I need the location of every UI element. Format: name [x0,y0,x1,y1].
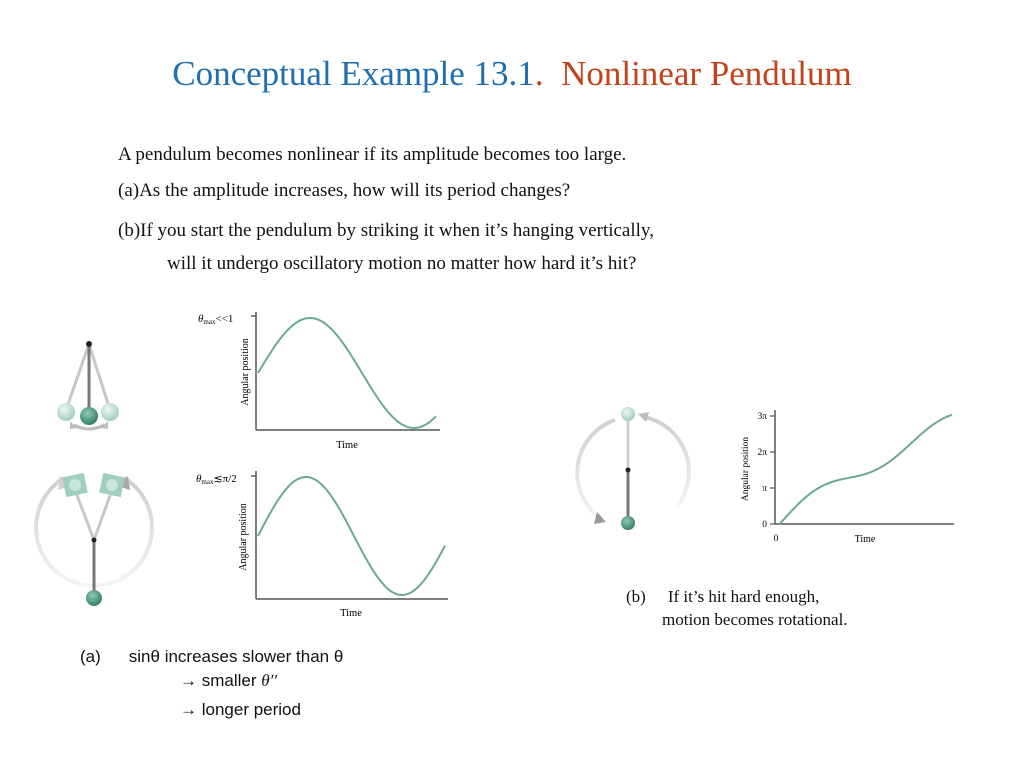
graph3-tick-2pi: 2π [757,448,767,458]
caption-a-line2 [180,670,277,692]
graph2-theta-label: θmax≲π/2 [196,473,237,486]
caption-a-text2: smaller [201,671,257,690]
title-period: . [534,54,544,93]
caption-a-label: (a) [80,647,101,666]
caption-a-text1: sinθ increases slower than θ [128,647,344,666]
rotational-graph [741,410,954,545]
question-a: (a)As the amplitude increases, how will its period changes? [118,180,571,201]
theta-double-prime: θ′′ [261,671,278,690]
graph2-y-axis-label: Angular position [238,503,249,571]
title-example-number: Conceptual Example 13.1 [172,54,535,93]
caption-b-label: (b) [626,587,646,606]
intro-paragraph: A pendulum becomes nonlinear if its amplitude becomes too large. [118,144,627,165]
graph3-tick-0: 0 [762,520,767,530]
graph1-x-axis-label: Time [336,440,358,451]
question-b-line1: (b)If you start the pendulum by striking it when it’s hanging vertically, [118,220,654,241]
caption-a-line3 [180,699,301,721]
arrow-right-icon: → [180,700,197,719]
graph3-y-axis-label: Angular position [741,436,751,502]
rotational-pendulum-icon [577,407,689,530]
caption-b-line1 [626,585,819,608]
graph1-y-axis-label: Angular position [240,338,251,406]
graph2-curve [258,477,445,595]
caption-a-text3: longer period [201,700,301,719]
caption-b-line2: motion becomes rotational. [662,610,848,629]
graph3-tick-pi: π [762,484,767,494]
graph3-x-axis-label: Time [854,534,876,545]
graph1-theta-label: θmax<<1 [198,313,234,326]
small-swing-pendulum-icon [57,341,119,429]
caption-a-line1 [80,646,343,668]
graph3-curve [778,415,952,524]
question-b-line2: will it undergo oscillatory motion no matter how hard it’s hit? [167,253,637,274]
caption-b-text1: If it’s hit hard enough, [667,587,820,606]
arrow-right-icon: → [180,671,197,690]
graph3-tick-x0: 0 [773,534,779,544]
small-amplitude-graph [198,312,440,451]
large-swing-pendulum-icon [36,473,152,606]
graph3-tick-3pi: 3π [757,412,767,422]
graph1-curve [258,318,436,428]
large-amplitude-graph [196,471,448,619]
graph2-x-axis-label: Time [340,608,362,619]
title-topic: Nonlinear Pendulum [561,54,852,93]
